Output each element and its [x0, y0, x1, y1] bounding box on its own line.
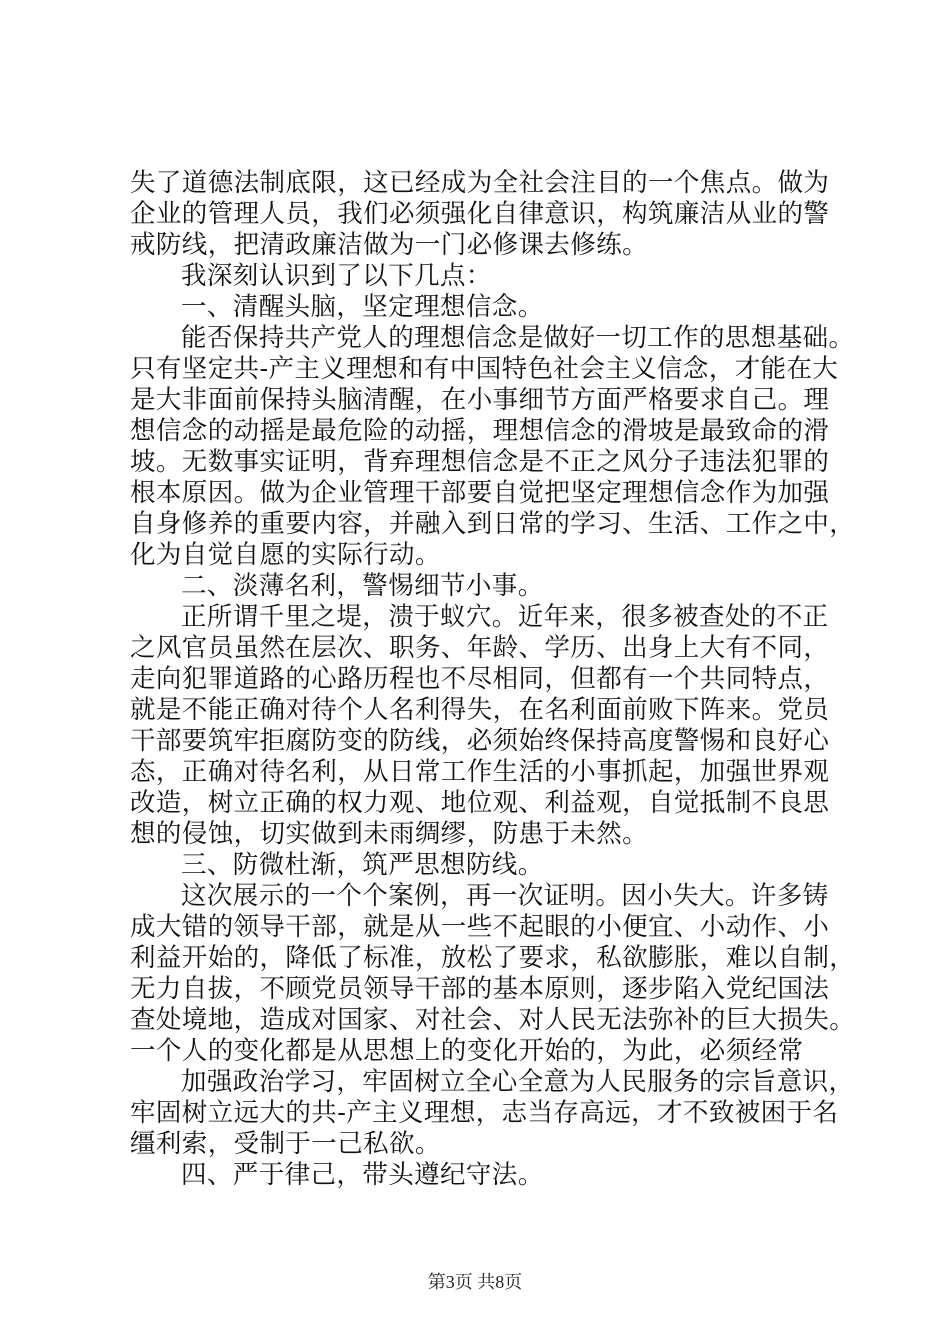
text-line: 查处境地，造成对国家、对社会、对人民无法弥补的巨大损失。	[130, 1005, 856, 1035]
text-line: 戒防线，把清政廉洁做为一门必修课去修练。	[130, 230, 649, 260]
section-heading-4: 四、严于律己，带头遵纪守法。	[181, 1160, 544, 1190]
text-line: 就是不能正确对待个人名利得失，在名利面前败下阵来。党员	[130, 695, 830, 725]
text-line: 一个人的变化都是从思想上的变化开始的，为此，必须经常	[130, 1036, 804, 1066]
text-line: 缰利索，受制于一己私欲。	[130, 1129, 441, 1159]
text-line: 失了道德法制底限，这已经成为全社会注目的一个焦点。做为	[130, 168, 830, 198]
text-line: 利益开始的，降低了标准，放松了要求，私欲膨胀，难以自制，	[130, 943, 856, 973]
text-line: 这次展示的一个个案例，再一次证明。因小失大。许多铸	[181, 881, 829, 911]
document-body	[130, 168, 856, 1191]
text-line: 化为自觉自愿的实际行动。	[130, 540, 441, 570]
text-line: 根本原因。做为企业管理干部要自觉把坚定理想信念作为加强	[130, 478, 830, 508]
text-line: 正所谓千里之堤，溃于蚁穴。近年来，很多被查处的不正	[181, 602, 829, 632]
page-number: 第3页 共8页	[427, 1272, 523, 1292]
text-line: 加强政治学习，牢固树立全心全意为人民服务的宗旨意识，	[181, 1067, 855, 1097]
text-line: 自身修养的重要内容，并融入到日常的学习、生活、工作之中，	[130, 509, 856, 539]
text-line: 是大非面前保持头脑清醒，在小事细节方面严格要求自己。理	[130, 385, 830, 415]
text-line: 改造，树立正确的权力观、地位观、利益观，自觉抵制不良思	[130, 788, 830, 818]
text-line: 坡。无数事实证明，背弃理想信念是不正之风分子违法犯罪的	[130, 447, 830, 477]
text-line: 想的侵蚀，切实做到未雨绸缪，防患于未然。	[130, 819, 649, 849]
text-line: 干部要筑牢拒腐防变的防线，必须始终保持高度警惕和良好心	[130, 726, 830, 756]
text-line: 企业的管理人员，我们必须强化自律意识，构筑廉洁从业的警	[130, 199, 830, 229]
text-line: 之风官员虽然在层次、职务、年龄、学历、出身上大有不同，	[130, 633, 830, 663]
text-line: 无力自拔，不顾党员领导干部的基本原则，逐步陷入党纪国法	[130, 974, 830, 1004]
text-line: 牢固树立远大的共-产主义理想，志当存高远，才不致被困于名	[130, 1098, 839, 1128]
text-line: 想信念的动摇是最危险的动摇，理想信念的滑坡是最致命的滑	[130, 416, 830, 446]
text-line: 只有坚定共-产主义理想和有中国特色社会主义信念，才能在大	[130, 354, 839, 384]
section-heading-3: 三、防微杜渐，筑严思想防线。	[181, 850, 544, 880]
text-line: 成大错的领导干部，就是从一些不起眼的小便宜、小动作、小	[130, 912, 830, 942]
text-line: 能否保持共产党人的理想信念是做好一切工作的思想基础。	[181, 323, 855, 353]
section-heading-1: 一、清醒头脑，坚定理想信念。	[181, 292, 544, 322]
text-line: 走向犯罪道路的心路历程也不尽相同，但都有一个共同特点，	[130, 664, 830, 694]
section-heading-2: 二、淡薄名利，警惕细节小事。	[181, 571, 544, 601]
text-line: 态，正确对待名利，从日常工作生活的小事抓起，加强世界观	[130, 757, 830, 787]
paragraph-intro: 我深刻认识到了以下几点：	[181, 261, 492, 291]
